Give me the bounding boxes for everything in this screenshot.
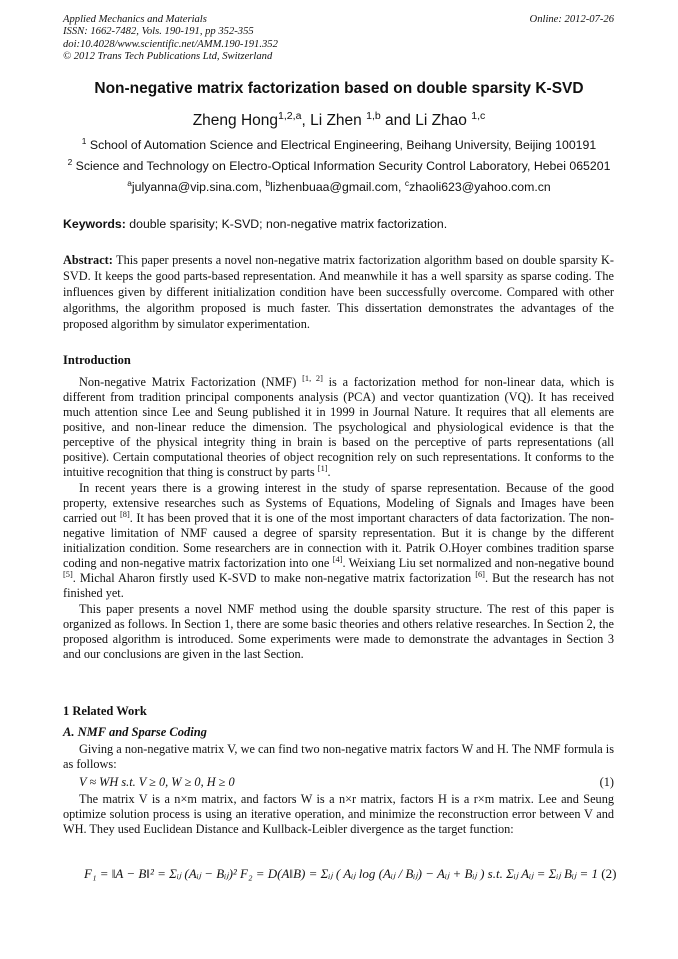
author-name: Zheng Hong xyxy=(192,112,279,129)
keywords-label: Keywords: xyxy=(63,217,126,231)
keywords-text: double sparisity; K-SVD; non-negative matrix factorization. xyxy=(125,217,448,231)
author-name: Li Zhao xyxy=(415,112,472,129)
paragraph xyxy=(63,375,614,480)
separator: , xyxy=(301,112,311,129)
citation: [1, 2] xyxy=(302,373,323,383)
text: . xyxy=(327,465,331,479)
equation-2 xyxy=(84,866,616,882)
text: . But the research has not finished yet. xyxy=(63,571,615,600)
subsection-heading: A. NMF and Sparse Coding xyxy=(63,725,207,739)
issn: ISSN: 1662-7482, Vols. 190-191, pp 352-355 xyxy=(63,26,254,38)
authors xyxy=(0,109,678,130)
author-name: Li Zhen xyxy=(310,112,367,129)
affiliation-1 xyxy=(0,135,678,152)
related-work-section xyxy=(63,704,614,772)
author-sup: 1,b xyxy=(366,109,381,122)
equation-1 xyxy=(79,775,614,790)
equation-text: F₁ = ‖A − B‖² = Σᵢⱼ (Aᵢⱼ − Bᵢⱼ)² F₂ = D(A‖B) = Σᵢⱼ ( Aᵢⱼ log (Aᵢⱼ / Bᵢⱼ) − Aᵢⱼ + Bᵢⱼ ) s.t. Σᵢⱼ Aᵢⱼ = Σᵢⱼ Bᵢⱼ = 1 xyxy=(84,866,599,881)
email-sup: c xyxy=(404,177,410,188)
citation: [4] xyxy=(332,554,343,564)
email: zhaoli623@yahoo.com.cn xyxy=(409,180,551,194)
equation-text: V ≈ WH s.t. V ≥ 0, W ≥ 0, H ≥ 0 xyxy=(79,775,235,789)
text: . It has been proved that it is one of the most important characters of data factorization. The non-negative limitation of NMF caused a degree of sparsity representation. But it is change by the different initialization condition. Some researchers are in connection with it. Patrik O.Hoyer combines tradition sparse coding and non-negative matrix factorization into one xyxy=(63,511,614,570)
aff-text: Science and Technology on Electro-Optical Information Security Control Laboratory, Hebei 065201 xyxy=(72,159,611,173)
text: In recent years there is a growing interest in the study of sparse representation. Because of the good property, extensive researches such as Systems of Equations, Modeling of Signals and Images have been carried out xyxy=(63,481,614,525)
abstract xyxy=(63,252,614,332)
journal-name: Applied Mechanics and Materials xyxy=(63,14,207,25)
journal-header xyxy=(63,14,278,64)
citation: [1] xyxy=(317,463,328,473)
aff-text: School of Automation Science and Electrical Engineering, Beihang University, Beijing 100191 xyxy=(86,138,597,152)
author-sup: 1,2,a xyxy=(278,109,302,122)
email-sup: b xyxy=(265,177,271,188)
abstract-label: Abstract: xyxy=(63,253,113,267)
citation: [5] xyxy=(63,569,73,579)
citation: [6] xyxy=(475,569,485,579)
text: . Michal Aharon firstly used K-SVD to make non-negative matrix factorization xyxy=(72,571,476,585)
email-sup: a xyxy=(127,177,132,188)
citation: [8] xyxy=(120,509,130,519)
doi: doi:10.4028/www.scientific.net/AMM.190-191.352 xyxy=(63,38,278,50)
paragraph: The matrix V is a n×m matrix, and factors W is a n×r matrix, factors H is a r×m matrix. Lee and Seung optimize solution process is using an iterative operation, and minimize the reconstruction error between V and WH. They used Euclidean Distance and Kullback-Leibler divergence as the target function: xyxy=(63,792,614,836)
copyright: © 2012 Trans Tech Publications Ltd, Switzerland xyxy=(63,51,273,63)
emails xyxy=(0,177,678,194)
paper-title: Non-negative matrix factorization based on double sparsity K-SVD xyxy=(94,80,584,97)
text: Non-negative Matrix Factorization (NMF) xyxy=(79,375,303,389)
text: . Weixiang Liu set normalized and non-negative bound xyxy=(342,556,614,570)
paragraph: This paper presents a novel NMF method using the double sparsity structure. The rest of this paper is organized as follows. In Section 1, there are some basic theories and others relative researches. In Section 2, the proposed algorithm is introduced. Some experiments were made to demonstrate the advantages in Section 3 and our conclusions are given in the last Section. xyxy=(63,602,614,661)
aff-sup: 1 xyxy=(81,135,87,146)
section-heading: Introduction xyxy=(63,353,131,367)
introduction-section xyxy=(63,353,614,662)
separator: and xyxy=(380,112,416,129)
paragraph xyxy=(63,481,614,601)
email: julyanna@vip.sina.com, xyxy=(131,180,266,194)
equation-number: (1) xyxy=(599,775,614,789)
aff-sup: 2 xyxy=(67,156,73,167)
affiliation-2 xyxy=(0,156,678,173)
equation-number: (2) xyxy=(601,866,617,881)
online-date: Online: 2012-07-26 xyxy=(529,14,614,25)
abstract-text: This paper presents a novel non-negative matrix factorization algorithm based on double sparsity K-SVD. It keeps the good parts-based representation. And meanwhile it has a well sparsity as sparse coding. The influences given by different initialization condition have been successfully overcome. Compared with other algorithms, the algorithm proposed is much faster. This dissertation demonstrates the advantages of the proposed algorithm by simulator experimentation. xyxy=(63,253,614,331)
author-sup: 1,c xyxy=(471,109,486,122)
related-work-paragraph xyxy=(63,792,614,837)
email: lizhenbuaa@gmail.com, xyxy=(270,180,405,194)
keywords xyxy=(63,217,447,231)
text: is a factorization method for non-linear data, which is different from tradition principal components analysis (PCA) and vector quantization (VQ). It has received much attention since Lee and Seung published it in 1999 in Journal Nature. It requires that all elements are positive, and non-linear reduce the dimension. The psychological and physiological evidence is that the perceptive of the physical integrity thing in brain is based on the perceptive of parts representations (all positive). Certain computational theories of object recognition rely on such representations. It conforms to the intuitive recognition that thing is construct by parts xyxy=(63,375,614,479)
paragraph: Giving a non-negative matrix V, we can find two non-negative matrix factors W and H. The NMF formula is as follows: xyxy=(63,742,614,771)
section-heading: 1 Related Work xyxy=(63,704,147,718)
